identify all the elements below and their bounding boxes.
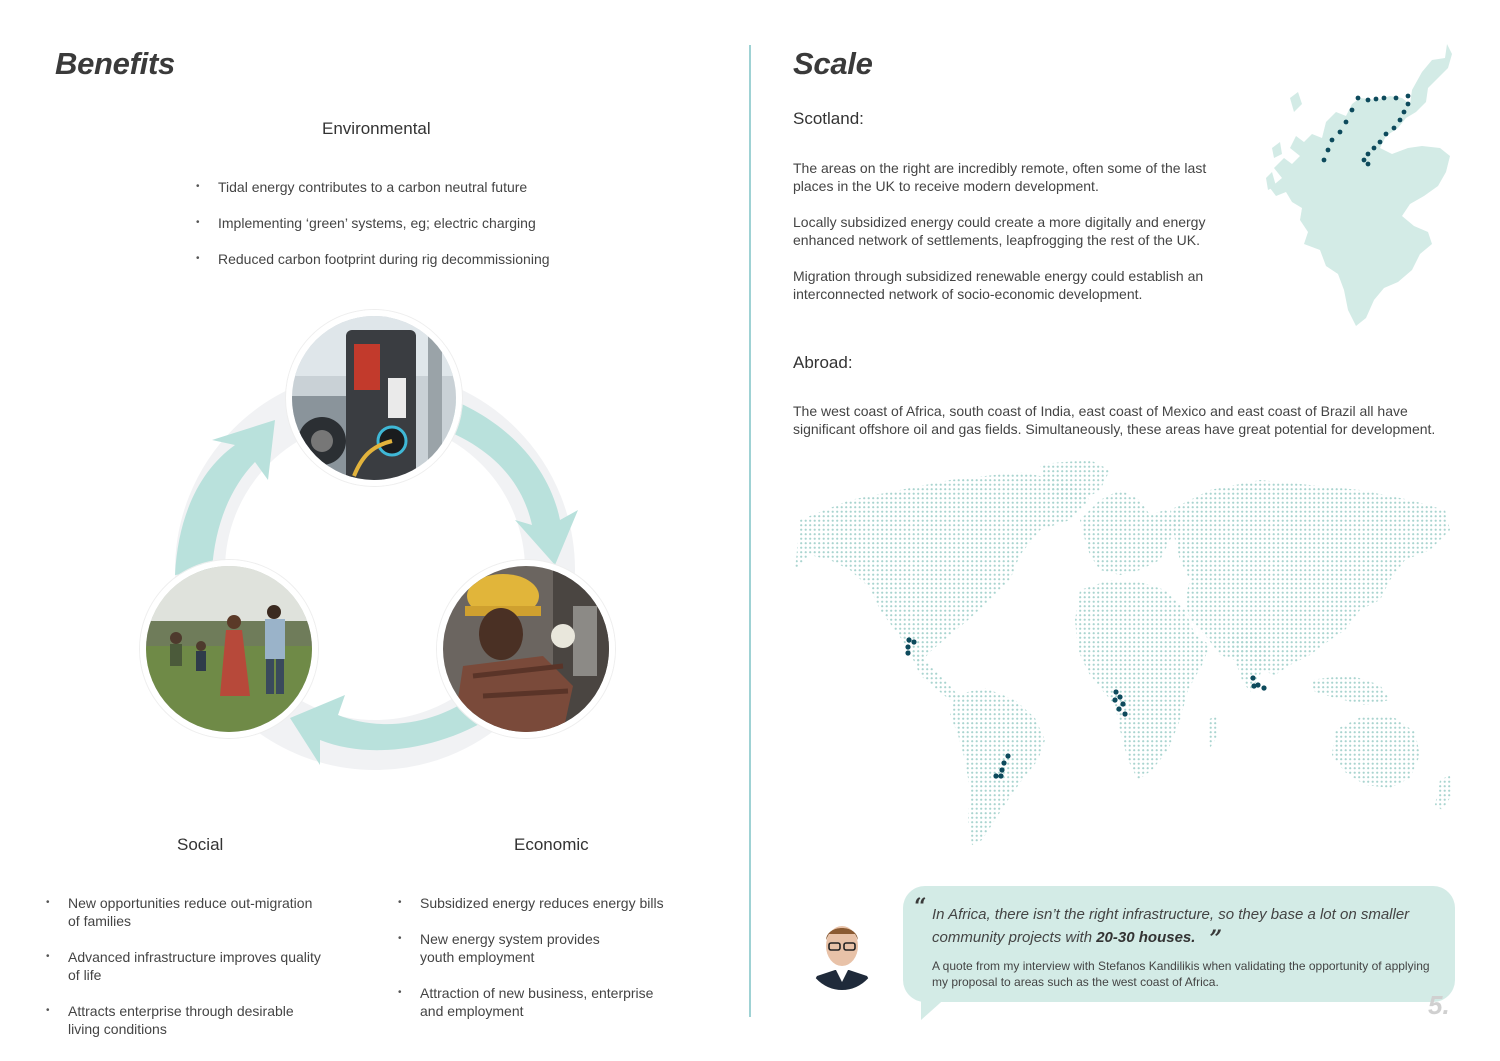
list-item: • Attracts enterprise through desirable living conditions <box>46 1002 308 1038</box>
quote-attribution: A quote from my interview with Stefanos Kandilikis when validating the opportunity of applying my proposal to areas such as the west coast of Africa. <box>932 959 1430 989</box>
environmental-heading: Environmental <box>322 119 431 138</box>
interviewee-avatar <box>805 910 879 990</box>
list-item: • New opportunities reduce out-migration of families <box>46 894 318 930</box>
scotland-paragraph-2: Locally subsidized energy could create a more digitally and energy enhanced network of settlements, leapfrogging the rest of the UK. <box>793 214 1206 248</box>
quote-text-main: In Africa, there isn’t the right infrastructure, so they base a lot on smaller community projects with <box>932 906 1410 946</box>
environmental-list <box>196 178 596 286</box>
scotland-map <box>1262 38 1457 330</box>
quote-text <box>932 905 1432 952</box>
list-item: • Tidal energy contributes to a carbon neutral future <box>196 178 596 196</box>
benefits-title: Benefits <box>55 46 175 81</box>
list-item: • Attraction of new business, enterprise and employment <box>398 984 670 1020</box>
social-list <box>46 894 336 1056</box>
page-divider <box>749 45 751 1017</box>
scotland-paragraph-1: The areas on the right are incredibly remote, often some of the last places in the UK to receive modern development. <box>793 160 1207 194</box>
list-item: • Advanced infrastructure improves quality of life <box>46 948 336 984</box>
abroad-paragraph: The west coast of Africa, south coast of India, east coast of Mexico and east coast of Brazil all have significant offshore oil and gas fields. Simultaneously, these areas have great potential for development. <box>793 403 1436 437</box>
quote-bubble-tail <box>921 995 949 1020</box>
open-quote-icon: “ <box>914 894 927 920</box>
worker-photo <box>437 560 615 738</box>
economic-list <box>398 894 688 1038</box>
social-heading: Social <box>177 835 224 854</box>
scotland-heading: Scotland: <box>793 109 864 128</box>
ev-charger-photo <box>286 310 462 486</box>
list-item: • Implementing ‘green’ systems, eg; electric charging <box>196 214 596 232</box>
world-dot-map <box>790 460 1458 848</box>
page-number: 5. <box>1428 990 1450 1020</box>
continents <box>795 460 1452 845</box>
list-item: • New energy system provides youth employment <box>398 930 610 966</box>
list-item: • Reduced carbon footprint during rig decommissioning <box>196 250 596 268</box>
abroad-heading: Abroad: <box>793 353 853 372</box>
economic-heading: Economic <box>514 835 589 854</box>
scotland-paragraph-3: Migration through subsidized renewable energy could establish an interconnected network of socio-economic development. <box>793 268 1204 302</box>
scale-title: Scale <box>793 46 873 81</box>
quote-text-bold: 20-30 houses. <box>1096 929 1196 946</box>
family-photo <box>140 560 318 738</box>
close-quote-icon: ” <box>1209 926 1223 952</box>
list-item: • Subsidized energy reduces energy bills <box>398 894 688 912</box>
